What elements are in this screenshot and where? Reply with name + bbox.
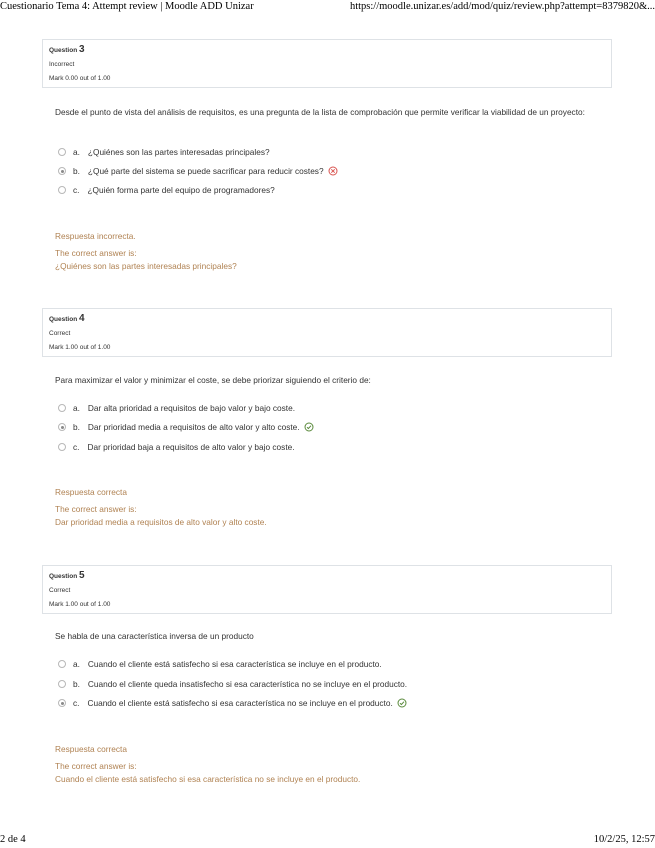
radio-button[interactable] (58, 148, 66, 156)
print-header (0, 0, 655, 14)
answer-text: Dar prioridad media a requisitos de alto valor y alto coste. (87, 422, 300, 432)
question-text: Para maximizar el valor y minimizar el coste, se debe priorizar siguiendo el criterio de: (55, 375, 371, 385)
answer-letter: b. (73, 166, 80, 176)
radio-button-checked[interactable] (58, 699, 66, 707)
answer-option-a[interactable] (58, 146, 270, 158)
correct-answer-text: Cuando el cliente está satisfecho si esa característica no se incluye en el producto. (55, 774, 361, 784)
incorrect-icon (328, 166, 338, 176)
question-state: Incorrect (49, 61, 75, 68)
question-number: Question 3 (49, 44, 85, 55)
question-text: Desde el punto de vista del análisis de requisitos, es una pregunta de la lista de comprobación que permite verificar la viabilidad de un proyecto: (55, 107, 585, 117)
radio-button[interactable] (58, 443, 66, 451)
correct-answer-label: The correct answer is: (55, 761, 137, 771)
question-number: Question 5 (49, 570, 85, 581)
correct-icon (397, 698, 407, 708)
answer-text: ¿Quiénes son las partes interesadas principales? (87, 147, 270, 157)
answer-option-b[interactable] (58, 421, 314, 433)
radio-button-checked[interactable] (58, 423, 66, 431)
correct-answer-text: Dar prioridad media a requisitos de alto valor y alto coste. (55, 517, 267, 527)
question-info (42, 39, 612, 88)
answer-option-a[interactable] (58, 658, 382, 670)
specific-feedback: Respuesta incorrecta. (55, 231, 136, 241)
page-number: 2 de 4 (0, 834, 26, 845)
radio-button-checked[interactable] (58, 167, 66, 175)
radio-button[interactable] (58, 660, 66, 668)
answer-text: ¿Quién forma parte del equipo de programadores? (87, 185, 275, 195)
answer-letter: c. (73, 185, 80, 195)
answer-letter: b. (73, 679, 80, 689)
correct-answer-label: The correct answer is: (55, 504, 137, 514)
answer-option-c[interactable] (58, 697, 407, 709)
answer-option-c[interactable] (58, 184, 275, 196)
correct-answer-text: ¿Quiénes son las partes interesadas principales? (55, 261, 237, 271)
question-grade: Mark 1.00 out of 1.00 (49, 344, 111, 351)
answer-letter: c. (73, 442, 80, 452)
question-grade: Mark 0.00 out of 1.00 (49, 75, 111, 82)
correct-answer-label: The correct answer is: (55, 248, 137, 258)
radio-button[interactable] (58, 186, 66, 194)
print-page-title: Cuestionario Tema 4: Attempt review | Moodle ADD Unizar (0, 1, 254, 12)
answer-letter: c. (73, 698, 80, 708)
answer-letter: a. (73, 147, 80, 157)
answer-text: Dar prioridad baja a requisitos de alto valor y bajo coste. (87, 442, 295, 452)
answer-option-b[interactable] (58, 165, 338, 177)
answer-letter: a. (73, 659, 80, 669)
answer-letter: a. (73, 403, 80, 413)
answer-option-a[interactable] (58, 402, 295, 414)
question-state: Correct (49, 330, 71, 337)
answer-text: Cuando el cliente está satisfecho si esa característica se incluye en el producto. (87, 659, 382, 669)
specific-feedback: Respuesta correcta (55, 487, 127, 497)
radio-button[interactable] (58, 680, 66, 688)
specific-feedback: Respuesta correcta (55, 744, 127, 754)
answer-text: Cuando el cliente queda insatisfecho si esa característica no se incluye en el producto. (87, 679, 408, 689)
answer-option-c[interactable] (58, 441, 295, 453)
question-text: Se habla de una característica inversa de un producto (55, 631, 254, 641)
answer-text: Cuando el cliente está satisfecho si esa característica no se incluye en el producto. (87, 698, 393, 708)
question-info (42, 308, 612, 357)
answer-option-b[interactable] (58, 678, 407, 690)
question-number: Question 4 (49, 313, 85, 324)
print-page-url: https://moodle.unizar.es/add/mod/quiz/review.php?attempt=8379820&... (349, 1, 655, 12)
print-datetime: 10/2/25, 12:57 (593, 834, 655, 845)
question-info (42, 565, 612, 614)
question-state: Correct (49, 587, 71, 594)
radio-button[interactable] (58, 404, 66, 412)
answer-letter: b. (73, 422, 80, 432)
correct-icon (304, 422, 314, 432)
question-grade: Mark 1.00 out of 1.00 (49, 601, 111, 608)
print-footer (0, 834, 655, 848)
answer-text: ¿Qué parte del sistema se puede sacrificar para reducir costes? (87, 166, 324, 176)
answer-text: Dar alta prioridad a requisitos de bajo valor y bajo coste. (87, 403, 295, 413)
